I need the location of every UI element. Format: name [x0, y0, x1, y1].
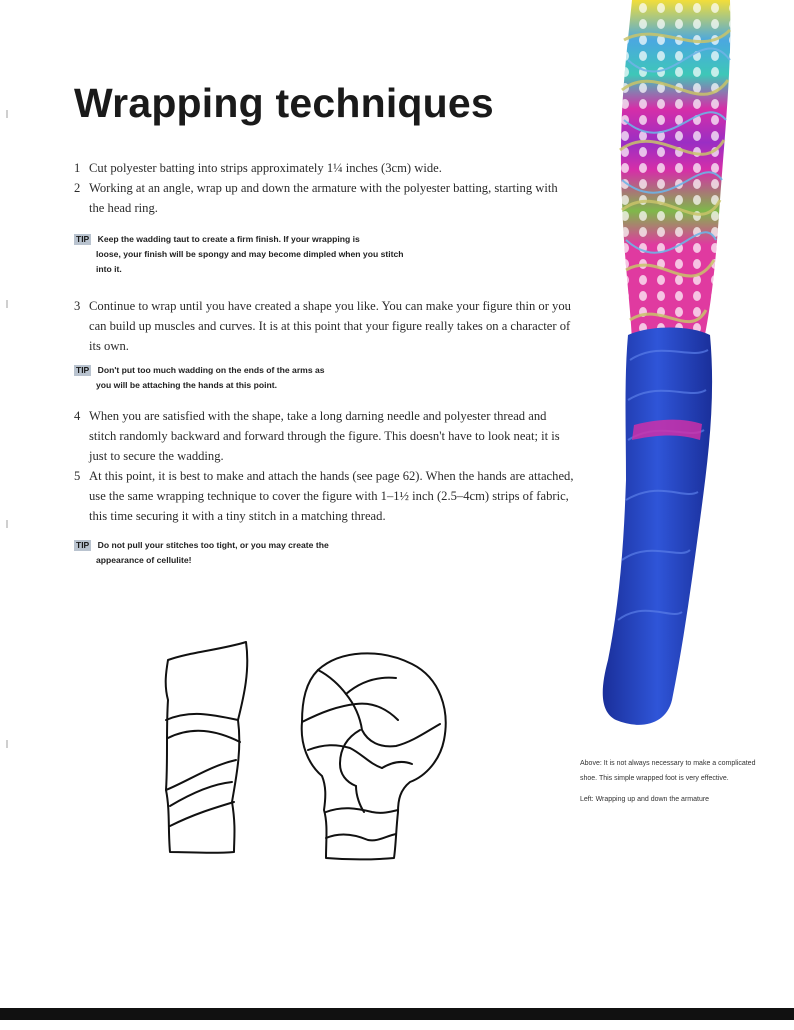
step-number: 1 [74, 161, 81, 175]
step-text: At this point, it is best to make and attach the hands (see page 62). When the hands are attached, use the same wrapping technique to cover the figure with 1–1½ inch (2.5–4cm) strips of fabric, this time securing it with a tiny stitch in a matching thread. [89, 469, 574, 523]
caption-above: Above: It is not always necessary to make a complicated shoe. This simple wrapped foot is very effective. [580, 760, 756, 782]
step-item [74, 296, 574, 356]
steps-4-5 [74, 406, 574, 526]
step-text: When you are satisfied with the shape, take a long darning needle and polyester thread and stitch randomly backward and forward through the figure. This doesn't have to look neat; it is just to secure the wadding. [89, 409, 560, 463]
tip-text-continued: appearance of cellulite! [96, 555, 192, 565]
tip-badge: TIP [76, 540, 90, 550]
steps-1-2 [74, 158, 574, 218]
step-item [74, 466, 574, 526]
tip-text-continued: you will be attaching the hands at this point. [96, 380, 277, 390]
wrapped-figure-photo [580, 0, 750, 740]
photo-captions [580, 756, 760, 813]
tip-badge: TIP [76, 234, 90, 244]
step-number: 3 [74, 299, 81, 313]
step-number: 4 [74, 409, 81, 423]
step-3 [74, 296, 574, 356]
tip-text-continued: loose, your finish will be spongy and may become dimpled when you stitch into it. [96, 249, 404, 274]
tip-box-arm-ends [74, 363, 404, 393]
step-item [74, 178, 574, 218]
margin-mark [6, 520, 8, 528]
step-number: 5 [74, 469, 81, 483]
wrapping-sketch-illustration [150, 630, 470, 870]
page-title: Wrapping techniques [74, 80, 494, 126]
margin-mark [6, 110, 8, 118]
tip-text: Don't put too much wadding on the ends of the arms as [97, 365, 325, 375]
margin-mark [6, 300, 8, 308]
tip-text: Do not pull your stitches too tight, or you may create the [97, 540, 329, 550]
page-bottom-edge [0, 1008, 794, 1020]
tip-box-wadding-taut [74, 232, 404, 277]
step-number: 2 [74, 181, 81, 195]
step-item [74, 406, 574, 466]
step-item [74, 158, 574, 178]
step-text: Cut polyester batting into strips approximately 1¼ inches (3cm) wide. [89, 161, 442, 175]
margin-mark [6, 740, 8, 748]
step-text: Continue to wrap until you have created a shape you like. You can make your figure thin or you can build up muscles and curves. It is at this point that your figure really takes on a character of its own. [89, 299, 571, 353]
tip-badge: TIP [76, 365, 90, 375]
tip-box-stitches [74, 538, 404, 568]
tip-text: Keep the wadding taut to create a firm finish. If your wrapping is [97, 234, 360, 244]
caption-left: Left: Wrapping up and down the armature [580, 796, 710, 803]
step-text: Working at an angle, wrap up and down the armature with the polyester batting, starting with the head ring. [89, 181, 558, 215]
